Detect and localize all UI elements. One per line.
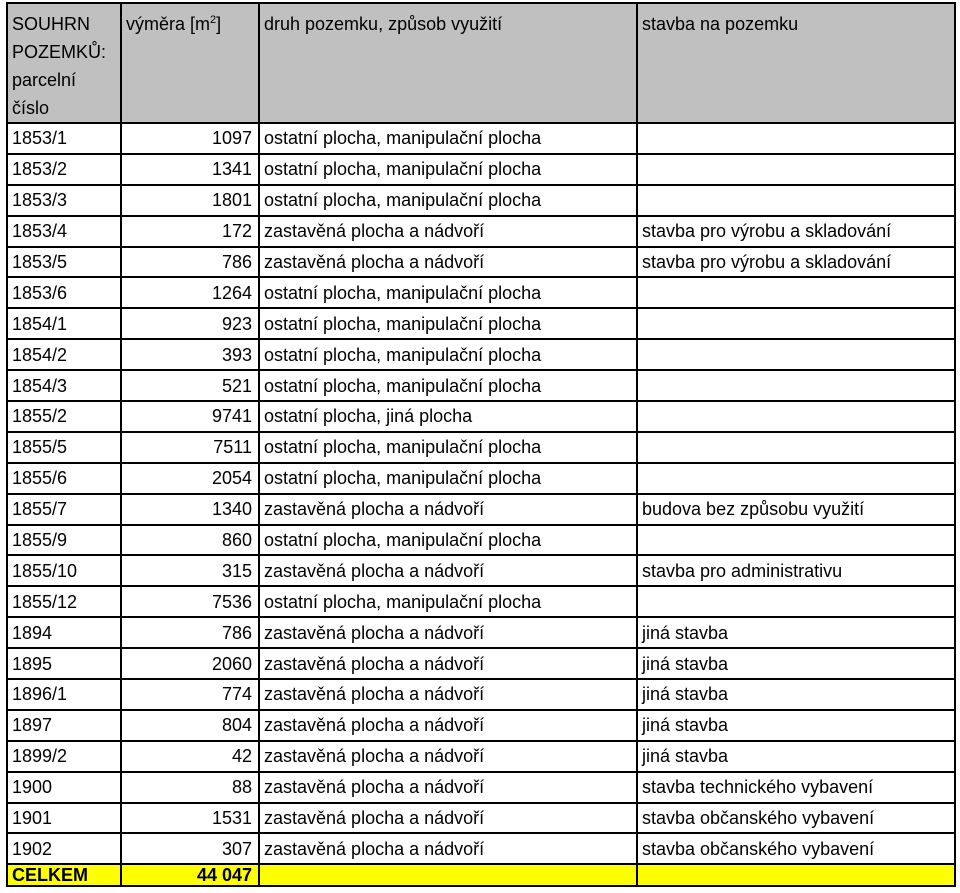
land-type-cell: ostatní plocha, manipulační plocha [259,432,637,463]
building-cell: jiná stavba [637,710,955,741]
area-cell: 307 [121,833,259,864]
area-cell: 1801 [121,185,259,216]
land-type-cell: ostatní plocha, manipulační plocha [259,123,637,154]
land-type-cell: ostatní plocha, manipulační plocha [259,185,637,216]
parcel-number-cell: 1853/5 [7,247,121,278]
area-cell: 1531 [121,803,259,834]
building-cell: jiná stavba [637,617,955,648]
building-cell: stavba občanského vybavení [637,803,955,834]
building-cell [637,123,955,154]
header-area-suffix: ] [216,14,222,34]
building-cell: stavba pro výrobu a skladování [637,247,955,278]
area-cell: 1264 [121,277,259,308]
parcel-number-cell: 1854/2 [7,339,121,370]
table-row [7,648,955,679]
land-type-cell: ostatní plocha, manipulační plocha [259,277,637,308]
table-row [7,710,955,741]
parcel-number-cell: 1855/2 [7,401,121,432]
parcel-number-cell: 1854/3 [7,370,121,401]
building-cell [637,185,955,216]
parcel-number-cell: 1853/2 [7,154,121,185]
parcel-number-cell: 1855/10 [7,555,121,586]
land-type-cell: ostatní plocha, manipulační plocha [259,525,637,556]
building-cell [637,432,955,463]
building-cell [637,277,955,308]
building-cell: jiná stavba [637,679,955,710]
parcel-summary-table [6,2,956,887]
parcel-number-cell: 1855/9 [7,525,121,556]
building-cell [637,154,955,185]
land-type-cell: ostatní plocha, manipulační plocha [259,308,637,339]
area-cell: 786 [121,617,259,648]
table-row [7,525,955,556]
building-cell [637,586,955,617]
building-cell [637,308,955,339]
land-type-cell: zastavěná plocha a nádvoří [259,833,637,864]
land-type-cell: zastavěná plocha a nádvoří [259,617,637,648]
building-cell: stavba technického vybavení [637,772,955,803]
area-cell: 1097 [121,123,259,154]
total-building [637,864,955,886]
area-cell: 9741 [121,401,259,432]
parcel-number-cell: 1855/5 [7,432,121,463]
parcel-number-cell: 1853/4 [7,216,121,247]
parcel-number-cell: 1854/1 [7,308,121,339]
land-type-cell: ostatní plocha, manipulační plocha [259,586,637,617]
area-cell: 786 [121,247,259,278]
area-cell: 1340 [121,494,259,525]
land-type-cell: zastavěná plocha a nádvoří [259,803,637,834]
land-type-cell: ostatní plocha, jiná plocha [259,401,637,432]
table-row [7,617,955,648]
table-row [7,154,955,185]
land-type-cell: zastavěná plocha a nádvoří [259,247,637,278]
table-row [7,741,955,772]
area-cell: 7511 [121,432,259,463]
building-cell: jiná stavba [637,741,955,772]
building-cell [637,463,955,494]
parcel-number-cell: 1902 [7,833,121,864]
parcel-number-cell: 1897 [7,710,121,741]
header-building: stavba na pozemku [637,3,955,123]
land-type-cell: ostatní plocha, manipulační plocha [259,463,637,494]
building-cell [637,525,955,556]
parcel-number-cell: 1895 [7,648,121,679]
parcel-number-cell: 1855/12 [7,586,121,617]
parcel-number-cell: 1853/1 [7,123,121,154]
header-area [121,3,259,123]
table-row [7,463,955,494]
table-row [7,308,955,339]
area-cell: 393 [121,339,259,370]
table-row [7,216,955,247]
land-type-cell: zastavěná plocha a nádvoří [259,710,637,741]
table-row [7,833,955,864]
table-row [7,586,955,617]
area-cell: 1341 [121,154,259,185]
land-type-cell: ostatní plocha, manipulační plocha [259,339,637,370]
land-type-cell: zastavěná plocha a nádvoří [259,648,637,679]
building-cell: stavba občanského vybavení [637,833,955,864]
total-land-type [259,864,637,886]
table-row [7,247,955,278]
land-type-cell: ostatní plocha, manipulační plocha [259,154,637,185]
total-row [7,864,955,886]
total-area: 44 047 [121,864,259,886]
header-row [7,3,955,123]
parcel-number-cell: 1899/2 [7,741,121,772]
land-type-cell: zastavěná plocha a nádvoří [259,679,637,710]
land-type-cell: zastavěná plocha a nádvoří [259,741,637,772]
area-cell: 923 [121,308,259,339]
area-cell: 2060 [121,648,259,679]
area-cell: 860 [121,525,259,556]
total-label: CELKEM [7,864,121,886]
parcel-number-cell: 1894 [7,617,121,648]
table-body [7,123,955,864]
table-row [7,339,955,370]
table-row [7,679,955,710]
building-cell: stavba pro výrobu a skladování [637,216,955,247]
table-row [7,370,955,401]
area-cell: 42 [121,741,259,772]
table-header [7,3,955,123]
land-type-cell: zastavěná plocha a nádvoří [259,494,637,525]
parcel-number-cell: 1853/6 [7,277,121,308]
area-cell: 2054 [121,463,259,494]
parcel-number-cell: 1896/1 [7,679,121,710]
header-land-type: druh pozemku, způsob využití [259,3,637,123]
building-cell: budova bez způsobu využití [637,494,955,525]
parcel-number-cell: 1853/3 [7,185,121,216]
land-type-cell: zastavěná plocha a nádvoří [259,216,637,247]
table-row [7,555,955,586]
land-type-cell: zastavěná plocha a nádvoří [259,555,637,586]
area-cell: 804 [121,710,259,741]
area-cell: 88 [121,772,259,803]
parcel-number-cell: 1855/6 [7,463,121,494]
header-parcel-number: SOUHRN POZEMKŮ: parcelní číslo [7,3,121,123]
area-cell: 7536 [121,586,259,617]
area-cell: 172 [121,216,259,247]
table-row [7,494,955,525]
area-cell: 521 [121,370,259,401]
land-type-cell: ostatní plocha, manipulační plocha [259,370,637,401]
table-row [7,185,955,216]
parcel-number-cell: 1901 [7,803,121,834]
header-area-superscript: 2 [210,14,217,26]
table-row [7,803,955,834]
building-cell [637,370,955,401]
table-row [7,772,955,803]
table-row [7,123,955,154]
building-cell: stavba pro administrativu [637,555,955,586]
table-row [7,277,955,308]
land-type-cell: zastavěná plocha a nádvoří [259,772,637,803]
table-row [7,432,955,463]
building-cell [637,401,955,432]
area-cell: 315 [121,555,259,586]
table-row [7,401,955,432]
building-cell [637,339,955,370]
parcel-number-cell: 1855/7 [7,494,121,525]
parcel-number-cell: 1900 [7,772,121,803]
area-cell: 774 [121,679,259,710]
building-cell: jiná stavba [637,648,955,679]
header-area-prefix: výměra [m [126,14,211,34]
